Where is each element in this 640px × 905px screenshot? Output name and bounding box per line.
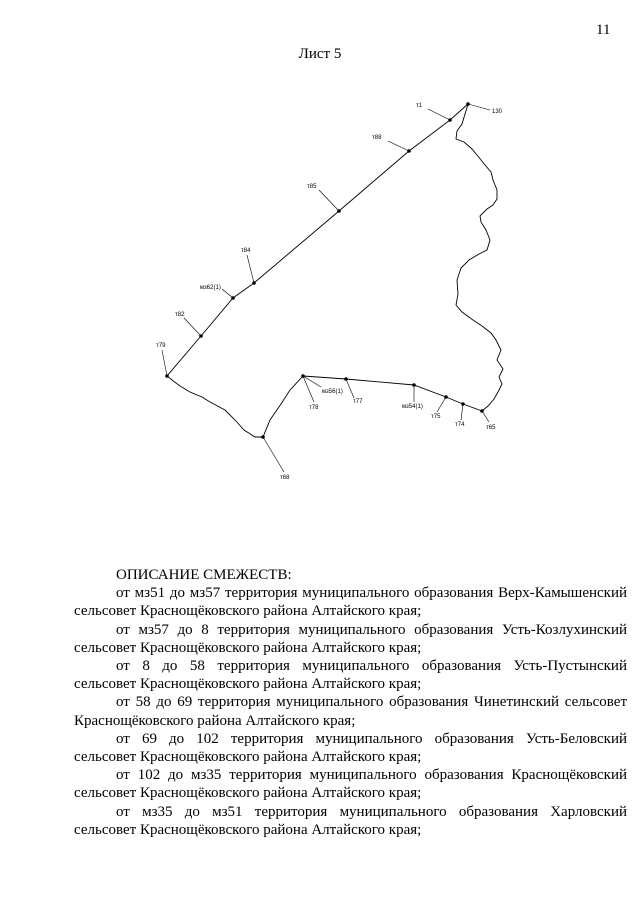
label-mz62: мз62(1) [200, 285, 221, 291]
label-t79: т79 [156, 343, 166, 349]
label-t77: т77 [353, 399, 363, 405]
label-mz54: мз54(1) [402, 404, 423, 410]
boundary-line [167, 104, 503, 437]
description-paragraph: от 69 до 102 территория муниципального образования Усть-Беловский сельсовет Краснощёковского района Алтайского края; [74, 730, 627, 766]
description-paragraph: от мз57 до 8 территория муниципального образования Усть-Козлухинский сельсовет Краснощёковского района Алтайского края; [74, 621, 627, 656]
label-mz56: мз56(1) [322, 389, 343, 395]
page-number: 11 [596, 22, 611, 38]
label-t78: т78 [309, 405, 319, 411]
label-t88: т88 [372, 135, 382, 141]
description-paragraph: от мз35 до мз51 территория муниципального образования Харловский сельсовет Краснощёковского района Алтайского края; [74, 803, 627, 838]
description-paragraph: от мз51 до мз57 территория муниципального образования Верх-Камышенский сельсовет Краснощёковского района Алтайского края; [74, 585, 627, 620]
description-paragraph: от 8 до 58 территория муниципального образования Усть-Пустынский сельсовет Краснощёковского района Алтайского края; [74, 658, 627, 693]
sheet-title: Лист 5 [298, 46, 342, 62]
description-heading: ОПИСАНИЕ СМЕЖЕСТВ: [116, 567, 292, 583]
label-t84: т84 [241, 248, 251, 254]
label-t74: т74 [455, 422, 465, 428]
label-t75: т75 [431, 414, 441, 420]
label-t68: т68 [280, 475, 290, 481]
description-paragraph: от 102 до мз35 территория муниципального образования Краснощёковский сельсовет Краснощёковского района Алтайского края; [74, 767, 627, 802]
label-t1: т1 [416, 103, 423, 109]
label-t65: т65 [486, 425, 496, 431]
label-t82: т82 [175, 312, 185, 318]
adjacency-description [74, 566, 627, 839]
description-paragraph: от 58 до 69 территория муниципального образования Чинетинский сельсовет Краснощёковского района Алтайского края; [74, 694, 627, 729]
label-130: 130 [492, 109, 503, 115]
label-t85: т85 [307, 184, 317, 190]
